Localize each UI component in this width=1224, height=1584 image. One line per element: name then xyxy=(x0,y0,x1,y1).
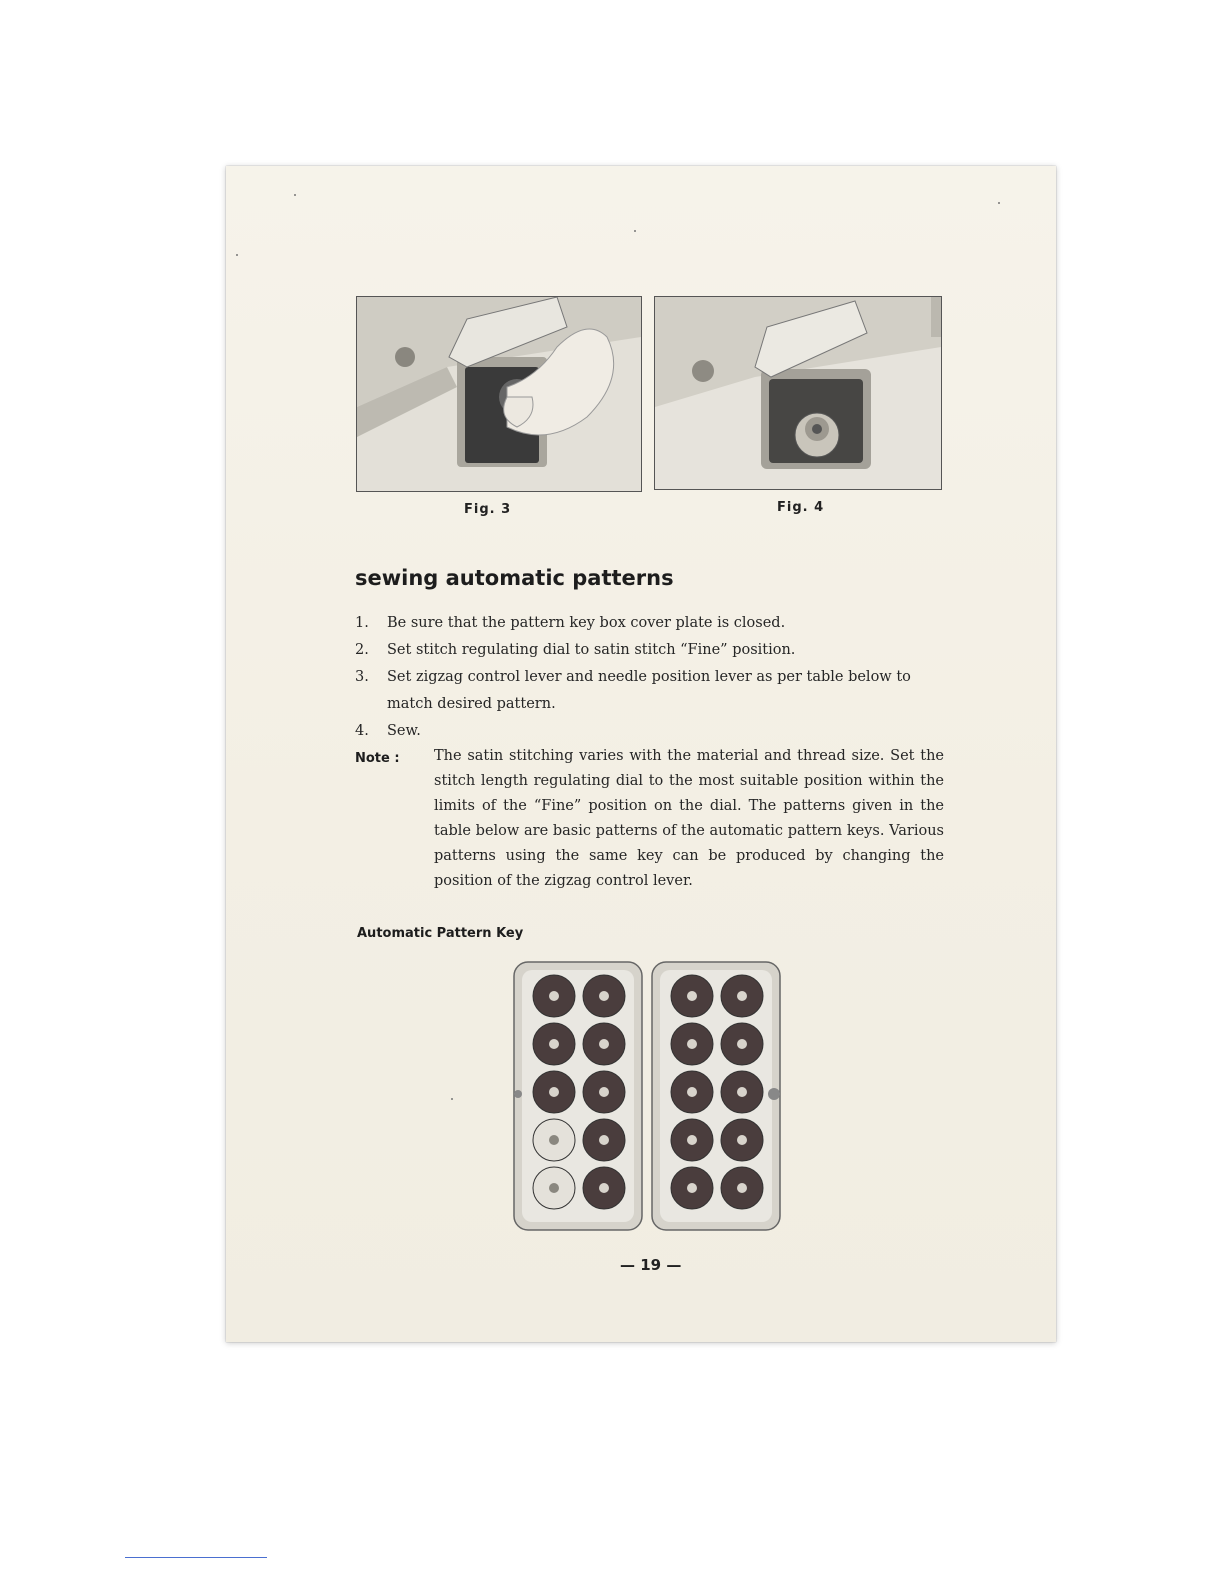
manual-page xyxy=(226,166,1056,1342)
paper-speck xyxy=(998,202,1000,204)
pattern-key-mark xyxy=(549,1039,559,1049)
page-number: — 19 — xyxy=(620,1256,682,1274)
paper-speck xyxy=(294,194,296,196)
paper-speck xyxy=(451,1098,453,1100)
pattern-key-mark xyxy=(549,1135,559,1145)
pattern-key-mark xyxy=(599,991,609,1001)
step-number: 3. xyxy=(355,669,369,685)
pattern-key-mark xyxy=(687,991,697,1001)
pattern-key-mark xyxy=(549,1087,559,1097)
pattern-key-box-photo xyxy=(512,960,782,1232)
fig3-photo xyxy=(356,296,642,492)
step-number: 1. xyxy=(355,615,369,631)
pattern-key-mark xyxy=(599,1135,609,1145)
list-item xyxy=(355,637,945,664)
note-text: The satin stitching varies with the material and thread size. Set the stitch length regulating dial to the most suitable position within the limits of the “Fine” position on the dial. The patterns given in the table below are basic patterns of the automatic pattern keys. Various patterns using the same key can be produced by changing the position of the zigzag control lever. xyxy=(434,748,944,889)
fig4-illustration xyxy=(655,297,941,489)
step-text: Set zigzag control lever and needle position lever as per table below to match desired pattern. xyxy=(387,669,911,712)
fig4-caption: Fig. 4 xyxy=(777,500,825,515)
pattern-key-mark xyxy=(599,1087,609,1097)
pattern-key-mark xyxy=(599,1183,609,1193)
list-item xyxy=(355,664,945,718)
fig3-caption: Fig. 3 xyxy=(464,502,512,517)
pattern-key-mark xyxy=(549,1183,559,1193)
paper-speck xyxy=(634,230,636,232)
pattern-key-mark xyxy=(687,1039,697,1049)
pattern-key-mark xyxy=(737,1087,747,1097)
step-number: 4. xyxy=(355,723,369,739)
step-text: Sew. xyxy=(387,723,421,739)
list-item xyxy=(355,718,945,745)
pattern-key-mark xyxy=(599,1039,609,1049)
pattern-key-mark xyxy=(687,1087,697,1097)
paper-speck xyxy=(236,254,238,256)
pattern-key-mark xyxy=(737,991,747,1001)
pattern-key-mark xyxy=(737,1135,747,1145)
pattern-key-mark xyxy=(687,1135,697,1145)
pattern-key-mark xyxy=(737,1183,747,1193)
pattern-key-mark xyxy=(549,991,559,1001)
section-title: sewing automatic patterns xyxy=(355,566,674,590)
pattern-key-box-illustration xyxy=(512,960,782,1232)
pattern-key-mark xyxy=(737,1039,747,1049)
pattern-key-mark xyxy=(687,1183,697,1193)
fig3-illustration xyxy=(357,297,641,491)
fig4-photo xyxy=(654,296,942,490)
footer-rule xyxy=(125,1557,267,1558)
step-text: Be sure that the pattern key box cover plate is closed. xyxy=(387,615,786,631)
step-text: Set stitch regulating dial to satin stitch “Fine” position. xyxy=(387,642,796,658)
note-label: Note : xyxy=(355,751,400,766)
step-number: 2. xyxy=(355,642,369,658)
steps-list xyxy=(355,610,945,745)
pattern-key-label: Automatic Pattern Key xyxy=(357,926,524,941)
list-item xyxy=(355,610,945,637)
